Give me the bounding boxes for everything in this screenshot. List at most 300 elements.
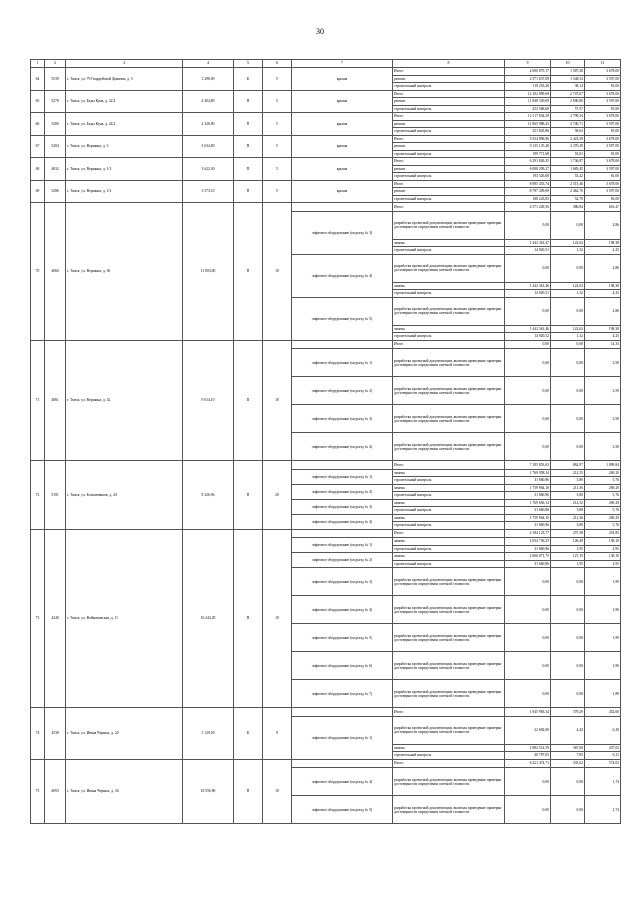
table-cell: 6 221 474,71 (505, 759, 551, 768)
table-cell: 5286 (45, 180, 66, 203)
table-cell: 68 (31, 158, 45, 181)
table-cell: строительный контроль (393, 150, 505, 158)
table-cell: 126,49 (551, 538, 585, 546)
table-cell: 2,86 (585, 254, 621, 282)
table-cell: 3,58 (585, 433, 621, 461)
table-cell: лифтовое оборудование (подъезд № 4) (292, 514, 393, 529)
table-cell: 3,58 (585, 349, 621, 377)
table-cell: 3 573,10 (183, 180, 234, 203)
table-cell: 1 683,45 (551, 165, 585, 173)
table-cell: 269,29 (585, 469, 621, 477)
table-cell: 11 803,00 (183, 203, 234, 341)
table-cell: замена (393, 744, 505, 752)
table-cell: 40 787,05 (505, 752, 551, 760)
table-cell: 1 587,40 (551, 68, 585, 76)
table-cell: разработка проектной документации, включая проведение проверки достоверности определения сметной стоимости (393, 652, 505, 680)
table-cell: 5,76 (585, 477, 621, 485)
table-cell: П (234, 529, 263, 708)
table-cell: П (234, 340, 263, 461)
table-cell: строительный контроль (393, 290, 505, 298)
header-cell: 5 (234, 60, 263, 68)
table-cell: г. Томск, ул. Войкомовская, д. 11 (66, 529, 183, 708)
table-cell: 72 (31, 461, 45, 530)
table-cell: разработка проектной документации, включая проведение проверки достоверности определения сметной стоимости (393, 796, 505, 824)
table-cell: 10 (263, 759, 292, 824)
table-cell: 53,42 (551, 173, 585, 181)
table-cell: Итого (393, 113, 505, 121)
table-cell: 0,00 (505, 377, 551, 405)
table-cell: лифтовое оборудование (подъезд № 3) (292, 211, 393, 254)
table-cell: строительный контроль (393, 492, 505, 500)
table-cell: крыша (292, 90, 393, 113)
table-cell: 11 865 988,43 (505, 120, 551, 128)
header-cell: 8 (393, 60, 505, 68)
table-cell: 3 298,00 (183, 68, 234, 91)
table-cell: 2 571 637,09 (505, 75, 551, 83)
table-cell: 1,99 (585, 596, 621, 624)
table-cell: 0,00 (505, 568, 551, 596)
table-body (31, 60, 621, 824)
table-cell: П (234, 759, 263, 824)
table-cell: 0,00 (551, 596, 585, 624)
table-cell: 2,95 (585, 545, 621, 553)
table-cell: 4060 (45, 203, 66, 341)
table-cell: ремонт (393, 165, 505, 173)
table-cell: 4 571 249,56 (505, 203, 551, 212)
table-cell: 1 442 361,47 (505, 239, 551, 247)
table-cell: 53,01 (551, 150, 585, 158)
table-cell: 0,00 (551, 377, 585, 405)
table-cell: 3 678,00 (585, 135, 621, 143)
table-row (31, 68, 621, 76)
table-cell: крыша (292, 113, 393, 136)
table-cell: 1 548,54 (551, 75, 585, 83)
table-cell: 12 102 099,69 (505, 90, 551, 98)
table-cell: 0,00 (551, 652, 585, 680)
table-cell: 2 747,67 (551, 90, 585, 98)
table-cell: 31 660,86 (505, 492, 551, 500)
table-cell: К (234, 708, 263, 760)
table-cell: 7,85 (551, 752, 585, 760)
table-cell: разработка проектной документации, включая проведение проверки достоверности определения сметной стоимости (393, 297, 505, 325)
table-cell: 31 660,86 (505, 477, 551, 485)
table-cell: 20 (263, 461, 292, 530)
table-cell: 5280 (45, 113, 66, 136)
table-cell: лифтовое оборудование (подъезд № 4) (292, 254, 393, 297)
table-cell: П (234, 158, 263, 181)
table-cell: строительный контроль (393, 247, 505, 255)
table-cell: 269,29 (585, 514, 621, 522)
table-cell: лифтовое оборудование (подъезд № 4) (292, 768, 393, 796)
table-cell: 257,58 (551, 529, 585, 538)
table-cell: 4,25 (585, 247, 621, 255)
table-cell: 0,00 (505, 596, 551, 624)
table-cell: 1,95 (551, 545, 585, 553)
table-cell: замена (393, 499, 505, 507)
table-cell: Итого (393, 529, 505, 538)
table-cell: 4538 (45, 708, 66, 760)
table-cell: К (234, 68, 263, 91)
table-cell: строительный контроль (393, 545, 505, 553)
table-cell: 199 771,68 (505, 150, 551, 158)
table-cell: 3 678,00 (585, 90, 621, 98)
table-row (31, 461, 621, 470)
table-cell: 67 (31, 135, 45, 158)
table-cell: 3 597,00 (585, 165, 621, 173)
table-cell: 5 (263, 68, 292, 91)
table-cell: 7 185 853,63 (505, 461, 551, 470)
table-cell: 18 556,90 (183, 759, 234, 824)
table-cell: г. Томск, ул. Большевиков, д. 4/1 (66, 461, 183, 530)
table-cell: г. Томск, ул. Вершина, д. 1/2 (66, 180, 183, 203)
table-cell: 52,70 (551, 195, 585, 203)
table-cell: лифтовое оборудование (подъезд № 3) (292, 405, 393, 433)
table-cell: 70 (31, 203, 45, 341)
table-cell: 0,00 (505, 405, 551, 433)
table-row (31, 529, 621, 538)
table-cell: строительный контроль (393, 477, 505, 485)
table-cell: 3 597,00 (585, 120, 621, 128)
table-cell: 3 597,00 (585, 75, 621, 83)
table-cell: разработка проектной документации, включая проведение проверки достоверности определения сметной стоимости (393, 349, 505, 377)
table-cell: крыша (292, 158, 393, 181)
table-cell: 1,99 (585, 652, 621, 680)
table-cell: замена (393, 239, 505, 247)
table-cell: 5 (263, 180, 292, 203)
header-cell: 2 (45, 60, 66, 68)
table-cell: 122,63 (551, 239, 585, 247)
table-cell: П (234, 113, 263, 136)
table-cell: 127,19 (551, 553, 585, 561)
table-cell: П (234, 203, 263, 341)
table-cell: 65 (31, 90, 45, 113)
table-cell: разработка проектной документации, включая проведение проверки достоверности определения сметной стоимости (393, 680, 505, 708)
table-cell (292, 759, 393, 768)
table-cell: 0,00 (505, 796, 551, 824)
table-cell: 138,10 (585, 553, 621, 561)
table-cell: разработка проектной документации, включая проведение проверки достоверности определения сметной стоимости (393, 768, 505, 796)
table-cell: строительный контроль (393, 522, 505, 530)
table-cell: 3 678,00 (585, 68, 621, 76)
table-cell: 3 634,80 (183, 135, 234, 158)
table-cell: 0,00 (551, 405, 585, 433)
table-cell (292, 340, 393, 349)
table-cell: ремонт (393, 98, 505, 106)
table-cell: 188 243,05 (505, 195, 551, 203)
table-cell: Итого (393, 461, 505, 470)
table-cell: 211,36 (551, 484, 585, 492)
table-cell: 16 244,29 (183, 529, 234, 708)
table-cell: 1 736,87 (551, 158, 585, 166)
table-cell: 73 (31, 529, 45, 708)
table-cell: 0,00 (551, 680, 585, 708)
table-cell: лифтовое оборудование (подъезд № 2) (292, 377, 393, 405)
table-cell: 379,29 (551, 708, 585, 717)
table-cell: лифтовое оборудование (подъезд № 6) (292, 652, 393, 680)
table-cell: строительный контроль (393, 128, 505, 136)
table-cell: 212,55 (551, 469, 585, 477)
table-row (31, 135, 621, 143)
table-cell: лифтовое оборудование (подъезд № 4) (292, 433, 393, 461)
table-cell: 74 (31, 708, 45, 760)
table-cell: лифтовое оборудование (подъезд № 4) (292, 596, 393, 624)
table-cell: 0,00 (551, 433, 585, 461)
header-cell: 11 (585, 60, 621, 68)
table-cell: 10 (263, 340, 292, 461)
table-cell: лифтовое оборудование (подъезд № 2) (292, 553, 393, 568)
table-cell: строительный контроль (393, 105, 505, 113)
table-cell: лифтовое оборудование (подъезд № 7) (292, 680, 393, 708)
table-cell: 4,25 (585, 290, 621, 298)
table-cell: 0,00 (551, 568, 585, 596)
table-cell: 1 769 958,34 (505, 469, 551, 477)
table-cell: строительный контроль (393, 83, 505, 91)
table-cell: г. Томск, ул. Ивана Черных, д. 34 (66, 759, 183, 824)
table-cell: лифтовое оборудование (подъезд № 1) (292, 469, 393, 484)
table-cell: 2 370,38 (551, 143, 585, 151)
table-cell: 291,85 (585, 529, 621, 538)
table-cell: 66 (31, 113, 45, 136)
table-cell: 5 129,50 (183, 708, 234, 760)
table-cell: 0,00 (505, 297, 551, 325)
table-cell: 1 882 514,59 (505, 744, 551, 752)
table-cell: лифтовое оборудование (подъезд № 1) (292, 538, 393, 553)
table-cell: 212,52 (551, 499, 585, 507)
table-cell: 269,29 (585, 499, 621, 507)
table-cell: 2 799,34 (551, 113, 585, 121)
table-cell: 5,76 (585, 507, 621, 515)
table-cell: 9 135 125,28 (505, 143, 551, 151)
table-cell: г. Томск, ул. Вершина, д. 3 (66, 135, 183, 158)
table-cell: 12 117 834,29 (505, 113, 551, 121)
table-cell: 0,00 (551, 624, 585, 652)
table-cell: 10 (263, 203, 292, 341)
table-cell: 2,86 (585, 297, 621, 325)
table-cell: 8 797 209,69 (505, 188, 551, 196)
table-cell: г. Томск, ул. Беды Куна, д. 24/2 (66, 113, 183, 136)
table-cell: 3 678,00 (585, 180, 621, 188)
table-cell: г. Томск, ул. Беды Куна, д. 22/2 (66, 90, 183, 113)
table-cell: 5,76 (585, 522, 621, 530)
table-cell: 9 014,10 (183, 340, 234, 461)
table-cell: 2 515,46 (551, 180, 585, 188)
table-cell: 2 054 736,33 (505, 538, 551, 546)
table-cell: П (234, 90, 263, 113)
table-cell: 9 (263, 708, 292, 760)
table-cell: 3,80 (551, 477, 585, 485)
table-cell: 3 597,00 (585, 143, 621, 151)
table-cell: П (234, 135, 263, 158)
table-cell: 1,99 (585, 624, 621, 652)
table-cell: 14 920,52 (505, 333, 551, 341)
table-cell: 0,00 (551, 254, 585, 282)
table-cell: лифтовое оборудование (подъезд № 5) (292, 297, 393, 340)
header-row (31, 60, 621, 68)
table-cell: 4 404,80 (183, 90, 234, 113)
table-cell: 0,00 (551, 297, 585, 325)
table-cell: разработка проектной документации, включая проведение проверки достоверности определения сметной стоимости (393, 254, 505, 282)
table-cell: 0,00 (551, 340, 585, 349)
table-cell: 5,76 (585, 492, 621, 500)
header-cell: 4 (183, 60, 234, 68)
table-cell: 2 066 071,75 (505, 553, 551, 561)
table-cell: 198,38 (585, 239, 621, 247)
table-cell: разработка проектной документации, включая проведение проверки достоверности определения сметной стоимости (393, 624, 505, 652)
table-cell: 8 326,96 (183, 461, 234, 530)
table-cell: г. Томск, ул. Ивана Черных, д. 20 (66, 708, 183, 760)
header-cell: 3 (66, 60, 183, 68)
table-cell: 367,00 (551, 744, 585, 752)
repair-table (30, 59, 621, 824)
table-cell (292, 203, 393, 212)
table-cell: 4,25 (585, 333, 621, 341)
table-cell: 1,89 (585, 680, 621, 708)
table-cell (292, 461, 393, 470)
table-cell: 0,00 (551, 768, 585, 796)
table-cell: 1,32 (551, 290, 585, 298)
table-cell: 138,10 (585, 538, 621, 546)
table-cell: лифтовое оборудование (подъезд № 1) (292, 349, 393, 377)
table-cell: 10 (263, 529, 292, 708)
table-cell: 0,00 (505, 768, 551, 796)
table-cell: лифтовое оборудование (подъезд № 1) (292, 716, 393, 759)
table-cell: 9,31 (585, 752, 621, 760)
table-row (31, 113, 621, 121)
table-cell: 2 423,39 (551, 135, 585, 143)
table-cell: лифтовое оборудование (подъезд № 3) (292, 499, 393, 514)
table-cell: 5 (263, 158, 292, 181)
table-cell: 3,59 (585, 377, 621, 405)
table-row (31, 340, 621, 349)
table-cell: строительный контроль (393, 333, 505, 341)
table-cell: ремонт (393, 143, 505, 151)
table-cell: 386,84 (551, 203, 585, 212)
table-cell: ремонт (393, 120, 505, 128)
table-cell: разработка проектной документации, включая проведение проверки достоверности определения сметной стоимости (393, 377, 505, 405)
table-cell: 4,42 (551, 716, 585, 744)
table-cell: 22 682,00 (505, 716, 551, 744)
table-row (31, 158, 621, 166)
table-cell: Итого (393, 90, 505, 98)
table-cell: 1 759 964,10 (505, 514, 551, 522)
table-cell: 335,62 (551, 759, 585, 768)
table-cell: строительный контроль (393, 560, 505, 568)
table-row (31, 180, 621, 188)
table-cell: лифтовое оборудование (подъезд № 3) (292, 568, 393, 596)
table-cell: разработка проектной документации, включая проведение проверки достоверности определения сметной стоимости (393, 211, 505, 239)
table-cell: 2,86 (585, 211, 621, 239)
table-cell: 3,80 (551, 507, 585, 515)
table-cell: замена (393, 325, 505, 333)
table-cell: 3 597,00 (585, 98, 621, 106)
table-cell: 1 769 656,14 (505, 499, 551, 507)
table-cell: 4240 (45, 529, 66, 708)
table-cell: г. Томск, ул. Вершина, д. 36 (66, 203, 183, 341)
table-cell: 5278 (45, 90, 66, 113)
table-cell: 0,00 (505, 349, 551, 377)
table-cell: 5191 (45, 461, 66, 530)
table-cell: 198,38 (585, 282, 621, 290)
table-row (31, 90, 621, 98)
table-cell: Итого (393, 135, 505, 143)
table-cell: крыша (292, 135, 393, 158)
table-cell: 452,60 (585, 708, 621, 717)
table-cell: 2 690 879,17 (505, 68, 551, 76)
header-cell: 1 (31, 60, 45, 68)
table-cell: Итого (393, 340, 505, 349)
table-cell: 0,00 (551, 211, 585, 239)
table-cell: 0,00 (505, 433, 551, 461)
table-cell: 1 759 964,10 (505, 484, 551, 492)
table-cell: 253 568,60 (505, 105, 551, 113)
table-cell: 14 920,51 (505, 247, 551, 255)
table-cell: 3,58 (585, 405, 621, 433)
table-cell: 211,36 (551, 514, 585, 522)
table-cell: 1,74 (585, 768, 621, 796)
table-cell: 57,57 (551, 105, 585, 113)
table-cell: разработка проектной документации, включая проведение проверки достоверности определения сметной стоимости (393, 716, 505, 744)
table-cell: крыша (292, 68, 393, 91)
table-cell: замена (393, 538, 505, 546)
table-cell: Итого (393, 708, 505, 717)
table-cell: Итого (393, 158, 505, 166)
table-cell: 3 622,30 (183, 158, 234, 181)
table-cell: 198,38 (585, 325, 621, 333)
table-cell: 71 (31, 340, 45, 461)
table-cell: 31 660,86 (505, 522, 551, 530)
table-row (31, 708, 621, 717)
table-cell: разработка проектной документации, включая проведение проверки достоверности определения сметной стоимости (393, 405, 505, 433)
table-cell: 4032 (45, 158, 66, 181)
table-cell: 5539 (45, 68, 66, 91)
table-cell: 31 660,86 (505, 507, 551, 515)
table-cell: 5 (263, 135, 292, 158)
table-cell: замена (393, 484, 505, 492)
table-cell: 81,00 (585, 195, 621, 203)
table-cell: 2 740,71 (551, 120, 585, 128)
table-cell: 1,74 (585, 796, 621, 824)
table-cell: г. Томск, ул. 79 Гвардейской Дивизии, д. 5 (66, 68, 183, 91)
table-cell: замена (393, 514, 505, 522)
header-cell: 6 (263, 60, 292, 68)
table-cell: лифтовое оборудование (подъезд № 2) (292, 484, 393, 499)
table-cell: 616,47 (585, 203, 621, 212)
table-cell: 2,95 (585, 560, 621, 568)
table-cell: ремонт (393, 75, 505, 83)
table-cell: 193 526,08 (505, 173, 551, 181)
header-cell: 10 (551, 60, 585, 68)
table-cell: 437,02 (585, 744, 621, 752)
table-cell: 0,00 (505, 211, 551, 239)
header-cell: 7 (292, 60, 393, 68)
table-cell: 81,00 (585, 83, 621, 91)
table-cell: 1 442 361,46 (505, 325, 551, 333)
table-cell: 14,33 (585, 340, 621, 349)
table-cell: 1,99 (585, 568, 621, 596)
table-cell: г. Томск, ул. Вершина, д. 1/3 (66, 158, 183, 181)
table-cell: 31 660,86 (505, 560, 551, 568)
table-cell: крыша (292, 180, 393, 203)
table-cell: Итого (393, 68, 505, 76)
table-cell: 5284 (45, 135, 66, 158)
table-cell: 574,02 (585, 759, 621, 768)
table-cell: 6,29 (585, 716, 621, 744)
table-cell (292, 529, 393, 538)
table-cell: 3 678,00 (585, 158, 621, 166)
table-cell: строительный контроль (393, 173, 505, 181)
table-cell: 9 334 896,96 (505, 135, 551, 143)
table-cell: 14 920,51 (505, 290, 551, 298)
